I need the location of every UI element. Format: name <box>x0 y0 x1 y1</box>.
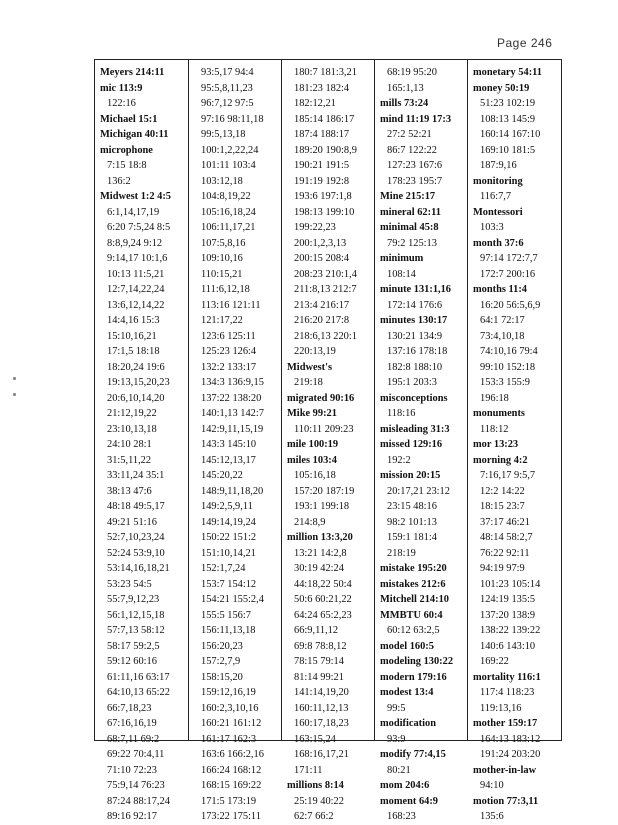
index-reference: 75:9,14 76:23 <box>107 780 165 791</box>
index-column-2 <box>188 60 281 822</box>
index-term: mind 11:19 17:3 <box>380 113 452 125</box>
index-reference: 220:13,19 <box>294 346 336 357</box>
index-reference: 185:14 186:17 <box>294 113 355 125</box>
index-reference: 8:8,9,24 9:12 <box>107 237 163 249</box>
index-reference: 18:20,24 19:6 <box>107 361 165 373</box>
index-reference: 187:4 188:17 <box>294 129 350 140</box>
index-reference: 219:18 <box>294 377 323 388</box>
index-reference: 33:11,24 35:1 <box>107 470 165 481</box>
index-reference: 30:19 42:24 <box>294 563 344 574</box>
page-number-label: Page 246 <box>497 36 553 50</box>
index-term: misleading 31:3 <box>380 423 450 435</box>
index-reference: 160:14 167:10 <box>480 129 541 140</box>
index-reference: 17:1,5 18:18 <box>107 346 160 357</box>
index-term: Montessori <box>473 206 523 218</box>
index-reference: 165:1,13 <box>387 82 424 94</box>
index-reference: 53:14,16,18,21 <box>107 563 170 574</box>
index-reference: 138:22 139:22 <box>480 625 541 636</box>
index-reference: 216:20 217:8 <box>294 315 350 326</box>
index-reference: 67:16,16,19 <box>107 718 157 729</box>
index-term: modeling 130:22 <box>380 656 454 667</box>
index-reference: 93:5,17 94:4 <box>201 67 254 78</box>
index-reference: 143:3 145:10 <box>201 439 257 450</box>
index-reference: 140:1,13 142:7 <box>201 408 264 419</box>
index-term: mistake 195:20 <box>380 563 447 574</box>
index-reference: 142:9,11,15,19 <box>201 423 264 435</box>
index-reference: 172:7 200:16 <box>480 268 536 280</box>
index-reference: 169:22 <box>480 656 509 667</box>
index-reference: 168:23 <box>387 811 416 822</box>
index-reference: 7:16,17 9:5,7 <box>480 470 536 481</box>
index-reference: 71:10 72:23 <box>107 764 157 776</box>
index-reference: 73:4,10,18 <box>480 330 525 342</box>
index-reference: 153:3 155:9 <box>480 377 530 388</box>
index-reference: 109:10,16 <box>201 253 243 264</box>
index-term: minimum <box>380 253 424 264</box>
index-reference: 66:7,18,23 <box>107 702 152 714</box>
index-reference: 118:12 <box>480 423 509 435</box>
index-reference: 74:10,16 79:4 <box>480 346 538 357</box>
index-term: Mitchell 214:10 <box>380 594 449 605</box>
index-reference: 64:10,13 65:22 <box>107 687 170 698</box>
index-reference: 57:7,13 58:12 <box>107 625 165 636</box>
index-reference: 6:1,14,17,19 <box>107 206 160 218</box>
index-term: mission 20:15 <box>380 470 441 481</box>
index-reference: 66:9,11,12 <box>294 625 339 636</box>
scan-speck <box>13 393 16 396</box>
index-reference: 168:15 169:22 <box>201 780 262 791</box>
index-reference: 24:10 28:1 <box>107 439 152 450</box>
index-reference: 105:16,18,24 <box>201 206 256 218</box>
index-reference: 20:17,21 23:12 <box>387 485 450 497</box>
index-reference: 182:12,21 <box>294 98 336 109</box>
index-term: misconceptions <box>380 392 448 404</box>
index-reference: 208:23 210:1,4 <box>294 268 357 280</box>
index-reference: 218:6,13 220:1 <box>294 330 357 342</box>
index-reference: 171:5 173:19 <box>201 795 257 807</box>
index-reference: 21:12,19,22 <box>107 408 157 419</box>
index-reference: 136:2 <box>107 175 131 187</box>
index-column-5 <box>467 60 561 822</box>
index-reference: 161:17 162:3 <box>201 733 257 745</box>
index-reference: 137:16 178:18 <box>387 346 448 357</box>
index-reference: 20:6,10,14,20 <box>107 392 165 404</box>
index-reference: 64:24 65:2,23 <box>294 609 352 621</box>
index-reference: 119:13,16 <box>480 702 522 714</box>
index-reference: 31:5,11,22 <box>107 454 152 466</box>
index-reference: 154:21 155:2,4 <box>201 594 264 605</box>
index-reference: 169:10 181:5 <box>480 144 536 156</box>
index-reference: 13:21 14:2,8 <box>294 547 347 559</box>
index-term: monetary 54:11 <box>473 67 542 78</box>
index-term: Meyers 214:11 <box>100 67 165 78</box>
index-reference: 190:21 191:5 <box>294 160 350 171</box>
index-reference: 69:8 78:8,12 <box>294 640 347 652</box>
index-reference: 178:23 195:7 <box>387 175 443 187</box>
index-reference: 19:13,15,20,23 <box>107 377 170 388</box>
index-reference: 111:6,12,18 <box>201 284 250 295</box>
index-term: mistakes 212:6 <box>380 578 446 590</box>
index-reference: 163:6 166:2,16 <box>201 749 264 760</box>
index-reference: 81:14 99:21 <box>294 671 344 683</box>
index-column-1 <box>95 60 188 822</box>
index-reference: 122:16 <box>107 98 136 109</box>
index-term: Mine 215:17 <box>380 191 436 202</box>
index-reference: 106:11,17,21 <box>201 222 256 233</box>
index-reference: 80:21 <box>387 764 411 776</box>
index-reference: 155:5 156:7 <box>201 609 251 621</box>
index-reference: 110:15,21 <box>201 268 243 280</box>
index-reference: 159:12,16,19 <box>201 687 256 698</box>
index-reference: 96:7,12 97:5 <box>201 98 254 109</box>
index-reference: 18:15 23:7 <box>480 501 525 512</box>
index-term: moment 64:9 <box>380 795 439 807</box>
index-term: months 11:4 <box>473 284 527 295</box>
index-reference: 118:16 <box>387 408 416 419</box>
index-reference: 218:19 <box>387 547 416 559</box>
index-term: Michael 15:1 <box>100 113 158 125</box>
index-reference: 113:16 121:11 <box>201 299 261 311</box>
index-reference: 58:17 59:2,5 <box>107 640 160 652</box>
index-reference: 27:2 52:21 <box>387 129 432 140</box>
index-reference: 14:4,16 15:3 <box>107 315 160 326</box>
index-reference: 64:1 72:17 <box>480 315 525 326</box>
index-reference: 198:13 199:10 <box>294 206 355 218</box>
index-reference: 12:2 14:22 <box>480 485 525 497</box>
index-reference: 132:2 133:17 <box>201 361 257 373</box>
index-reference: 130:21 134:9 <box>387 330 443 342</box>
index-reference: 61:11,16 63:17 <box>107 671 170 683</box>
index-reference: 53:23 54:5 <box>107 578 152 590</box>
index-term: modification <box>380 718 436 729</box>
index-term: mom 204:6 <box>380 780 430 791</box>
index-reference: 87:24 88:17,24 <box>107 795 170 807</box>
index-term: minutes 130:17 <box>380 315 448 326</box>
index-reference: 160:2,3,10,16 <box>201 702 259 714</box>
index-reference: 196:18 <box>480 392 509 404</box>
index-term: mor 13:23 <box>473 439 519 450</box>
index-reference: 153:7 154:12 <box>201 578 257 590</box>
index-term: Midwest's <box>287 361 333 373</box>
index-term: modest 13:4 <box>380 687 434 698</box>
index-term: miles 103:4 <box>287 454 337 466</box>
index-reference: 15:10,16,21 <box>107 330 157 342</box>
index-reference: 137:20 138:9 <box>480 609 536 621</box>
index-reference: 48:18 49:5,17 <box>107 501 165 512</box>
index-reference: 187:9,16 <box>480 160 517 171</box>
index-reference: 103:3 <box>480 222 504 233</box>
index-reference: 99:5 <box>387 702 406 714</box>
index-reference: 13:6,12,14,22 <box>107 299 165 311</box>
index-reference: 141:14,19,20 <box>294 687 349 698</box>
index-reference: 108:14 <box>387 268 416 280</box>
index-reference: 199:22,23 <box>294 222 336 233</box>
index-term: motion 77:3,11 <box>473 795 539 807</box>
index-reference: 7:15 18:8 <box>107 160 147 171</box>
index-reference: 145:20,22 <box>201 470 243 481</box>
index-reference: 51:23 102:19 <box>480 98 536 109</box>
index-reference: 101:23 105:14 <box>480 578 541 590</box>
index-reference: 149:14,19,24 <box>201 516 256 528</box>
index-reference: 110:11 209:23 <box>294 423 354 435</box>
index-reference: 108:13 145:9 <box>480 113 536 125</box>
index-reference: 9:14,17 10:1,6 <box>107 253 168 264</box>
index-reference: 59:12 60:16 <box>107 656 157 667</box>
index-reference: 125:23 126:4 <box>201 346 257 357</box>
index-term: missed 129:16 <box>380 439 443 450</box>
index-reference: 101:11 103:4 <box>201 160 256 171</box>
index-reference: 135:6 <box>480 811 504 822</box>
index-reference: 93:9 <box>387 733 406 745</box>
index-reference: 116:7,7 <box>480 191 512 202</box>
index-term: mills 73:24 <box>380 98 429 109</box>
index-term: million 13:3,20 <box>287 532 353 543</box>
index-reference: 160:11,12,13 <box>294 702 349 714</box>
index-reference: 94:19 97:9 <box>480 563 525 574</box>
index-reference: 44:18,22 50:4 <box>294 578 352 590</box>
index-reference: 89:16 92:17 <box>107 811 157 822</box>
index-reference: 193:6 197:1,8 <box>294 191 352 202</box>
index-reference: 171:11 <box>294 764 323 776</box>
index-reference: 60:12 63:2,5 <box>387 625 440 636</box>
word-index-table <box>94 59 562 822</box>
index-reference: 191:19 192:8 <box>294 175 350 187</box>
index-reference: 157:2,7,9 <box>201 656 241 667</box>
index-reference: 107:5,8,16 <box>201 237 246 249</box>
index-reference: 100:1,2,22,24 <box>201 144 259 156</box>
index-term: Mike 99:21 <box>287 408 337 419</box>
index-reference: 160:21 161:12 <box>201 718 262 729</box>
index-term: microphone <box>100 144 153 156</box>
index-reference: 104:8,19,22 <box>201 191 251 202</box>
index-term: Midwest 1:2 4:5 <box>100 191 171 202</box>
index-reference: 23:15 48:16 <box>387 501 437 512</box>
index-reference: 62:7 66:2 <box>294 811 334 822</box>
index-reference: 25:19 40:22 <box>294 795 344 807</box>
index-term: minute 131:1,16 <box>380 284 451 295</box>
index-reference: 152:1,7,24 <box>201 563 246 574</box>
index-reference: 156:20,23 <box>201 640 243 652</box>
index-term: monuments <box>473 408 525 419</box>
index-reference: 95:5,8,11,23 <box>201 82 253 94</box>
index-reference: 168:16,17,21 <box>294 749 349 760</box>
index-reference: 214:8,9 <box>294 516 326 528</box>
index-term: model 160:5 <box>380 640 434 652</box>
index-term: money 50:19 <box>473 82 530 94</box>
index-reference: 121:17,22 <box>201 315 243 326</box>
index-reference: 103:12,18 <box>201 175 243 187</box>
index-reference: 94:10 <box>480 780 504 791</box>
index-reference: 182:8 188:10 <box>387 361 443 373</box>
index-reference: 150:22 151:2 <box>201 532 257 543</box>
index-reference: 97:16 98:11,18 <box>201 113 264 125</box>
index-reference: 195:1 203:3 <box>387 377 437 388</box>
index-term: mile 100:19 <box>287 439 339 450</box>
index-reference: 192:2 <box>387 454 411 466</box>
index-reference: 137:22 138:20 <box>201 392 262 404</box>
index-term: migrated 90:16 <box>287 392 355 404</box>
index-reference: 180:7 181:3,21 <box>294 67 357 78</box>
index-term: mic 113:9 <box>100 82 143 94</box>
index-column-4 <box>374 60 467 822</box>
index-reference: 56:1,12,15,18 <box>107 609 165 621</box>
index-reference: 117:4 118:23 <box>480 687 535 698</box>
index-reference: 10:13 11:5,21 <box>107 268 165 280</box>
index-reference: 52:24 53:9,10 <box>107 547 165 559</box>
index-term: mother 159:17 <box>473 718 538 729</box>
index-reference: 123:6 125:11 <box>201 330 256 342</box>
index-reference: 50:6 60:21,22 <box>294 594 352 605</box>
index-reference: 12:7,14,22,24 <box>107 284 165 295</box>
index-reference: 200:15 208:4 <box>294 253 350 264</box>
index-reference: 159:1 181:4 <box>387 532 437 543</box>
index-reference: 164:13 183:12 <box>480 733 541 745</box>
index-reference: 78:15 79:14 <box>294 656 344 667</box>
index-reference: 160:17,18,23 <box>294 718 349 729</box>
index-reference: 163:15,24 <box>294 733 336 745</box>
index-term: mother-in-law <box>473 764 537 776</box>
index-reference: 37:17 46:21 <box>480 516 530 528</box>
index-reference: 76:22 92:11 <box>480 547 530 559</box>
index-reference: 140:6 143:10 <box>480 640 536 652</box>
index-reference: 49:21 51:16 <box>107 516 157 528</box>
index-reference: 134:3 136:9,15 <box>201 377 264 388</box>
index-reference: 68:7,11 69:2 <box>107 733 160 745</box>
index-reference: 86:7 122:22 <box>387 144 437 156</box>
index-reference: 69:22 70:4,11 <box>107 749 165 760</box>
index-reference: 98:2 101:13 <box>387 516 437 528</box>
index-reference: 6:20 7:5,24 8:5 <box>107 222 171 233</box>
index-reference: 23:10,13,18 <box>107 423 157 435</box>
index-reference: 156:11,13,18 <box>201 625 256 636</box>
index-reference: 97:14 172:7,7 <box>480 253 538 264</box>
index-term: monitoring <box>473 175 523 187</box>
scan-speck <box>13 377 16 380</box>
index-term: month 37:6 <box>473 237 524 249</box>
index-term: mineral 62:11 <box>380 206 441 218</box>
index-term: minimal 45:8 <box>380 222 439 233</box>
index-reference: 145:12,13,17 <box>201 454 256 466</box>
index-reference: 166:24 168:12 <box>201 764 262 776</box>
index-reference: 68:19 95:20 <box>387 67 437 78</box>
index-reference: 200:1,2,3,13 <box>294 237 347 249</box>
index-term: mortality 116:1 <box>473 671 541 683</box>
index-reference: 193:1 199:18 <box>294 501 350 512</box>
index-reference: 105:16,18 <box>294 470 336 481</box>
index-reference: 172:14 176:6 <box>387 299 443 311</box>
index-term: MMBTU 60:4 <box>380 609 443 621</box>
index-reference: 38:13 47:6 <box>107 485 152 497</box>
index-reference: 148:9,11,18,20 <box>201 485 264 497</box>
index-reference: 79:2 125:13 <box>387 237 437 249</box>
index-reference: 48:14 58:2,7 <box>480 532 533 543</box>
index-reference: 157:20 187:19 <box>294 485 355 497</box>
index-term: modify 77:4,15 <box>380 749 446 760</box>
index-term: modern 179:16 <box>380 671 447 683</box>
index-term: millions 8:14 <box>287 780 344 791</box>
index-term: morning 4:2 <box>473 454 528 466</box>
index-reference: 124:19 135:5 <box>480 594 536 605</box>
index-reference: 99:5,13,18 <box>201 129 246 140</box>
index-reference: 16:20 56:5,6,9 <box>480 299 541 311</box>
index-reference: 158:15,20 <box>201 671 243 683</box>
index-reference: 181:23 182:4 <box>294 82 350 94</box>
index-reference: 99:10 152:18 <box>480 361 536 373</box>
index-reference: 52:7,10,23,24 <box>107 532 165 543</box>
index-term: Michigan 40:11 <box>100 129 169 140</box>
index-reference: 189:20 190:8,9 <box>294 144 357 156</box>
index-reference: 149:2,5,9,11 <box>201 501 253 512</box>
index-reference: 127:23 167:6 <box>387 160 443 171</box>
index-reference: 213:4 216:17 <box>294 299 350 311</box>
index-reference: 211:8,13 212:7 <box>294 284 357 295</box>
index-reference: 151:10,14,21 <box>201 547 256 559</box>
index-reference: 55:7,9,12,23 <box>107 594 160 605</box>
index-reference: 191:24 203:20 <box>480 749 541 760</box>
index-column-3 <box>281 60 374 822</box>
index-reference: 173:22 175:11 <box>201 811 261 822</box>
